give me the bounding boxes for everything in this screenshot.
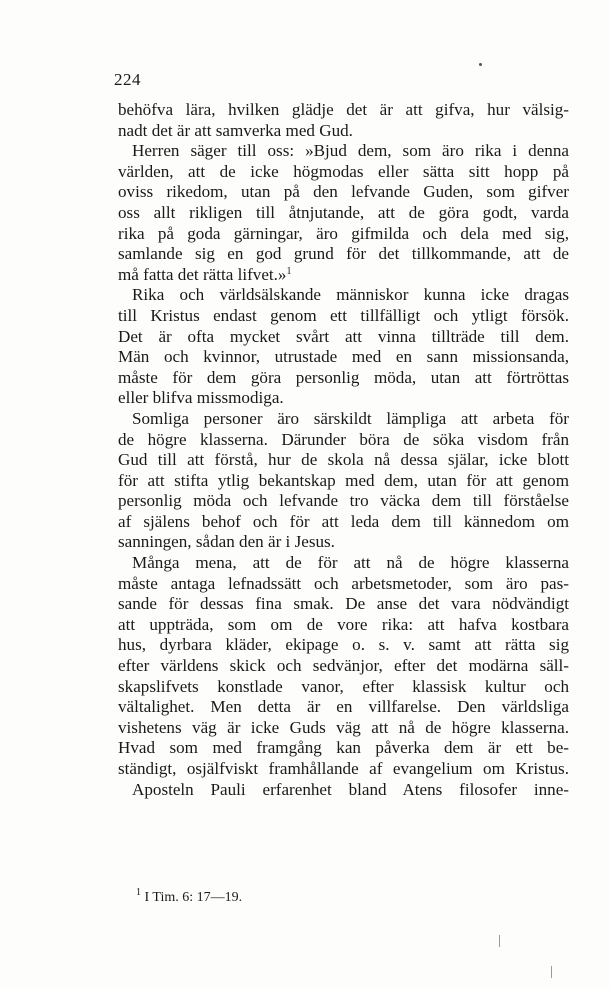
body-text bbox=[118, 100, 569, 800]
paragraph bbox=[118, 141, 569, 285]
text-line: nadt det är att samverka med Gud. bbox=[118, 120, 353, 140]
paragraph bbox=[118, 100, 569, 141]
scan-speck bbox=[479, 63, 482, 66]
text-line: efter världens skick och sedvänjor, efter det modärna säll- bbox=[118, 656, 569, 676]
footnote-reference: 1 bbox=[286, 265, 292, 277]
text-line: Somliga personer äro särskildt lämpliga att arbeta för bbox=[132, 408, 569, 428]
scan-speck bbox=[499, 935, 500, 947]
text-line: måste antaga lefnadssätt och arbetsmetoder, som äro pas- bbox=[118, 573, 569, 593]
paragraph bbox=[118, 409, 569, 553]
text-line: Många mena, att de för att nå de högre klasserna bbox=[132, 553, 569, 573]
text-line: vältalighet. Men detta är en villfarelse. Den världsliga bbox=[118, 697, 569, 717]
text-line: de högre klasserna. Därunder böra de söka visdom från bbox=[118, 429, 569, 449]
scan-speck bbox=[551, 966, 552, 978]
footnote-text: I Tim. 6: 17—19. bbox=[144, 890, 243, 905]
paragraph bbox=[118, 553, 569, 780]
text-line: personlig möda och lefvande tro väcka dem till förståelse bbox=[118, 491, 569, 511]
text-line: oss allt rikligen till åtnjutande, att de göra godt, varda bbox=[118, 202, 569, 222]
text-line: hus, dyrbara kläder, ekipage o. s. v. samt att rätta sig bbox=[118, 635, 569, 655]
text-line: behöfva lära, hvilken glädje det är att gifva, hur välsig- bbox=[118, 100, 569, 119]
text-line bbox=[118, 265, 569, 286]
text-line: till Kristus endast genom ett tillfälligt och ytligt försök. bbox=[118, 305, 569, 325]
paragraph bbox=[118, 285, 569, 409]
text-line: oviss rikedom, utan på den lefvande Guden, som gifver bbox=[118, 182, 569, 202]
text-line: eller blifva missmodiga. bbox=[118, 388, 284, 408]
text-line: Aposteln Pauli erfarenhet bland Atens filosofer inne- bbox=[132, 779, 569, 799]
text-line: skapslifvets konstlade vanor, efter klassisk kultur och bbox=[118, 676, 569, 696]
paragraph bbox=[118, 780, 569, 801]
text-line: måste för dem göra personlig möda, utan att förtröttas bbox=[118, 367, 569, 387]
text-line: Herren säger till oss: »Bjud dem, som äro rika i denna bbox=[132, 141, 569, 161]
text-line: världen, att de icke högmodas eller sätta sitt hopp på bbox=[118, 161, 569, 181]
text-line: att uppträda, som om de vore rika: att hafva kostbara bbox=[118, 614, 569, 634]
text-line: Gud till att förstå, hur de skola nå dessa själar, icke blott bbox=[118, 450, 569, 470]
text-line: Hvad som med framgång kan påverka dem är ett be- bbox=[118, 738, 569, 758]
text-line: Män och kvinnor, utrustade med en sann missionsanda, bbox=[118, 347, 569, 367]
text-line: sande för dessas fina smak. De anse det vara nödvändigt bbox=[118, 594, 569, 614]
text-line: ständigt, osjälfviskt framhållande af evangelium om Kristus. bbox=[118, 759, 569, 778]
page-number: 224 bbox=[114, 70, 141, 89]
text-line: af själens behof och för att leda dem till kännedom om bbox=[118, 511, 569, 531]
text-line: rika på goda gärningar, äro gifmilda och dela med sig, bbox=[118, 223, 569, 243]
text-line: Rika och världsälskande människor kunna icke dragas bbox=[132, 285, 569, 305]
text-line: vishetens väg är icke Guds väg att nå de högre klasserna. bbox=[118, 717, 569, 737]
text-line-content: må fatta det rätta lifvet.» bbox=[118, 264, 287, 284]
text-line: för att stifta ytlig bekantskap med dem, utan för att genom bbox=[118, 470, 569, 490]
text-line: Det är ofta mycket svårt att vinna tillträde till dem. bbox=[118, 326, 569, 346]
text-line: sanningen, sådan den är i Jesus. bbox=[118, 532, 335, 552]
footnote-marker: 1 bbox=[136, 887, 141, 898]
text-line: samlande sig en god grund för det tillkommande, att de bbox=[118, 244, 569, 264]
footnote bbox=[136, 887, 243, 906]
